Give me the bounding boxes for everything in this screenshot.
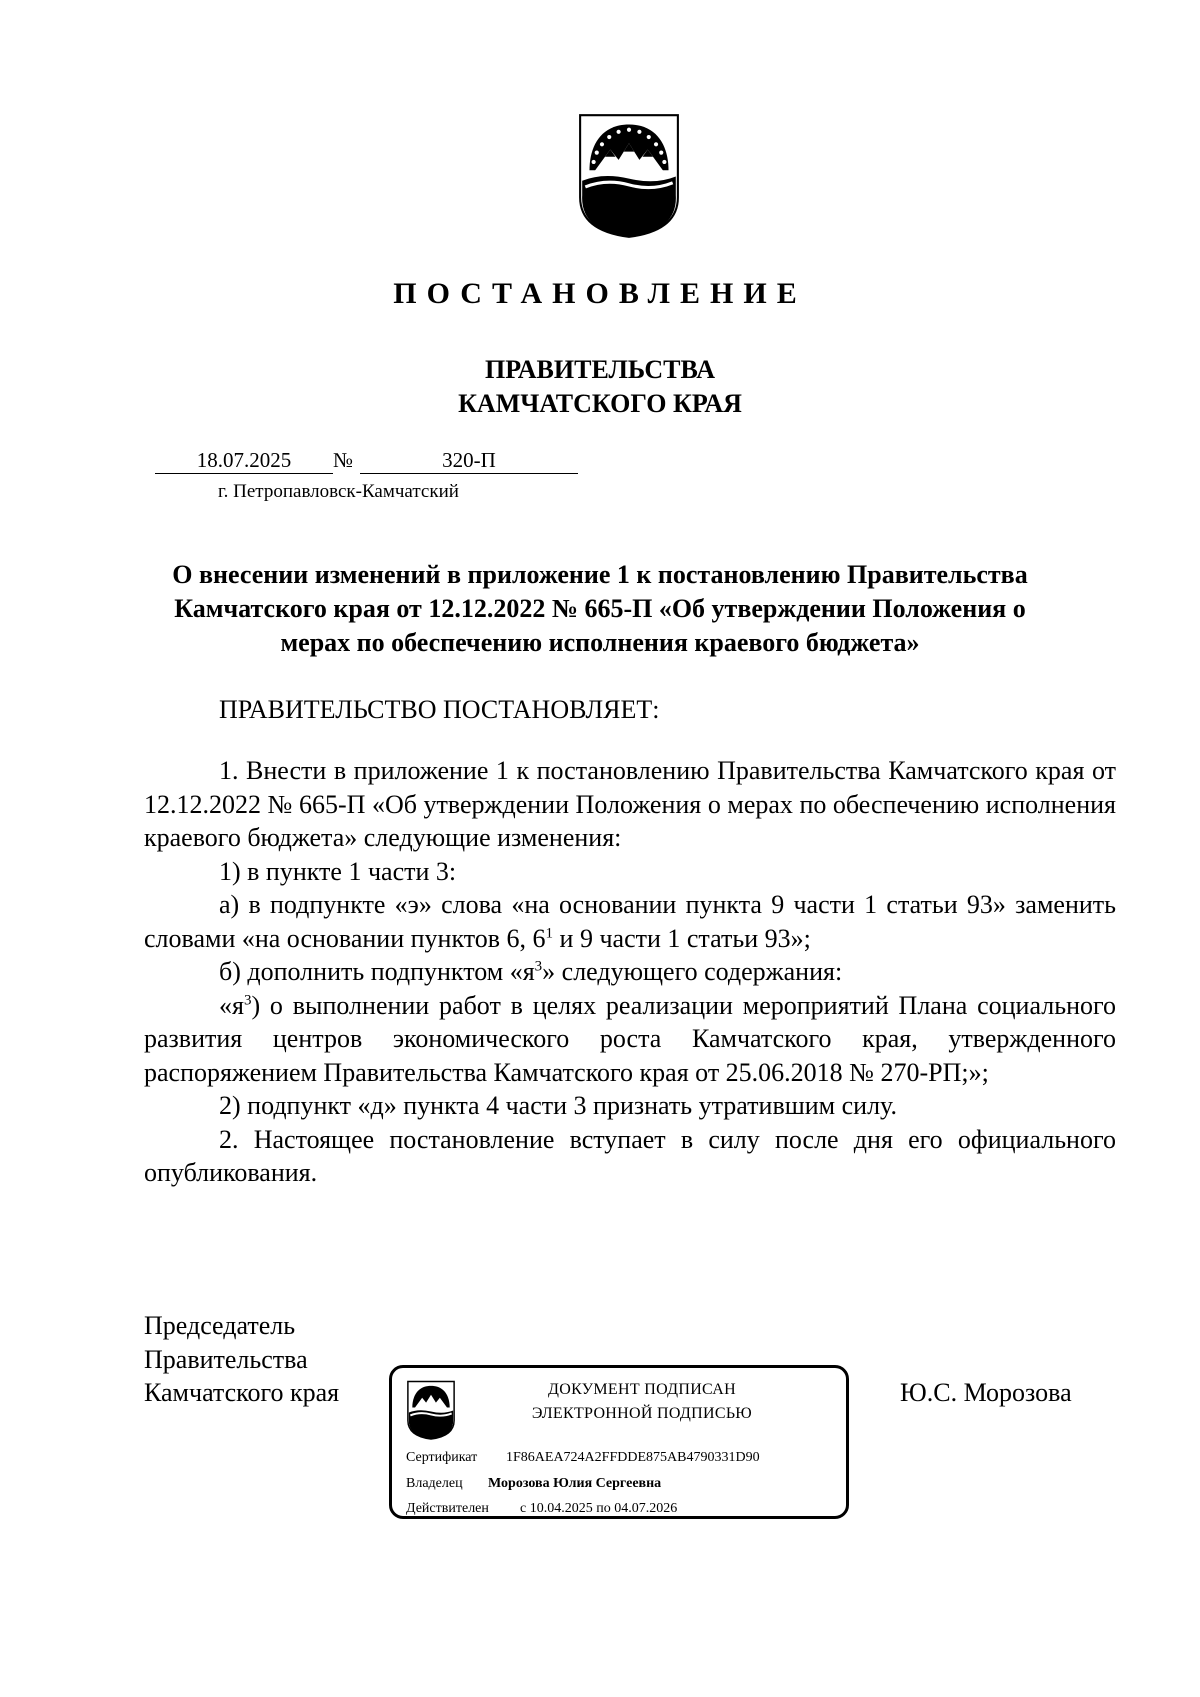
signer-position-line-3: Камчатского края xyxy=(144,1378,340,1407)
owner-label: Владелец xyxy=(406,1476,463,1491)
document-number: 320-П xyxy=(360,447,578,474)
decree-statement: ПРАВИТЕЛЬСТВО ПОСТАНОВЛЯЕТ: xyxy=(219,695,660,724)
issuer-name-line-1: ПРАВИТЕЛЬСТВА xyxy=(485,355,715,384)
certificate-label: Сертификат xyxy=(406,1450,478,1465)
signer-name: Ю.С. Морозова xyxy=(900,1378,1072,1407)
document-body xyxy=(144,754,1116,1190)
stamp-owner-row xyxy=(406,1474,661,1494)
owner-value: Морозова Юлия Сергеевна xyxy=(488,1476,662,1491)
body-paragraph-4: б) дополнить подпунктом «$я^3$» следующего содержания: xyxy=(219,957,843,986)
stamp-title: ДОКУМЕНТ ПОДПИСАН ЭЛЕКТРОННОЙ ПОДПИСЬЮ xyxy=(531,1381,753,1422)
stamp-validity-row xyxy=(406,1499,677,1519)
validity-value: с 10.04.2025 по 04.07.2026 xyxy=(520,1501,678,1516)
body-paragraph-6: 2) подпункт «д» пункта 4 части 3 признать утратившим силу. xyxy=(219,1091,897,1120)
body-paragraph-1: 1. Внести в приложение 1 к постановлению Правительства Камчатского края от 12.12.2022 № 665-П «Об утверждении Положения о мерах по обеспечению исполнения краевого бюджета» следующие изменения: xyxy=(144,756,1116,852)
document-type-title: ПОСТАНОВЛЕНИЕ xyxy=(393,277,807,310)
signer-position-line-1: Председатель xyxy=(144,1311,296,1340)
body-paragraph-2: 1) в пункте 1 части 3: xyxy=(219,856,457,886)
electronic-signature-stamp xyxy=(389,1365,849,1519)
issue-city: г. Петропавловск-Камчатский xyxy=(218,481,459,502)
stamp-certificate-row xyxy=(406,1448,760,1468)
body-paragraph-7: 2. Настоящее постановление вступает в силу после дня его официального опубликования. xyxy=(144,1124,1116,1187)
issuer-name-line-2: КАМЧАТСКОГО КРАЯ xyxy=(458,389,742,418)
signer-position-line-2: Правительства xyxy=(144,1344,308,1374)
kamchatka-coat-of-arms-icon xyxy=(577,112,681,239)
validity-label: Действителен xyxy=(406,1501,489,1516)
certificate-value: 1F86AEA724A2FFDDE875AB4790331D90 xyxy=(506,1450,760,1465)
body-paragraph-5: «$я^3$) о выполнении работ в целях реализации мероприятий Плана социального развития центров экономического роста Камчатского края, утвержденного распоряжением Правительства Камчатского края от 25.06.2018 № 270-РП;»; xyxy=(144,990,1116,1087)
kamchatka-coat-of-arms-icon xyxy=(406,1380,456,1440)
number-sign: № xyxy=(333,448,354,472)
document-date: 18.07.2025 xyxy=(155,447,333,474)
body-paragraph-3: а) в подпункте «э» слова «на основании пункта 9 части 1 статьи 93» заменить словами «на основании пунктов 6, $6^1$ и 9 части 1 статьи 93»; xyxy=(144,890,1116,953)
document-subject: О внесении изменений в приложение 1 к постановлению Правительства Камчатского края от 12.12.2022 № 665-П «Об утверждении Положения о мерах по обеспечению исполнения краевого бюджета» xyxy=(172,560,1028,657)
signer-position xyxy=(144,1309,339,1410)
